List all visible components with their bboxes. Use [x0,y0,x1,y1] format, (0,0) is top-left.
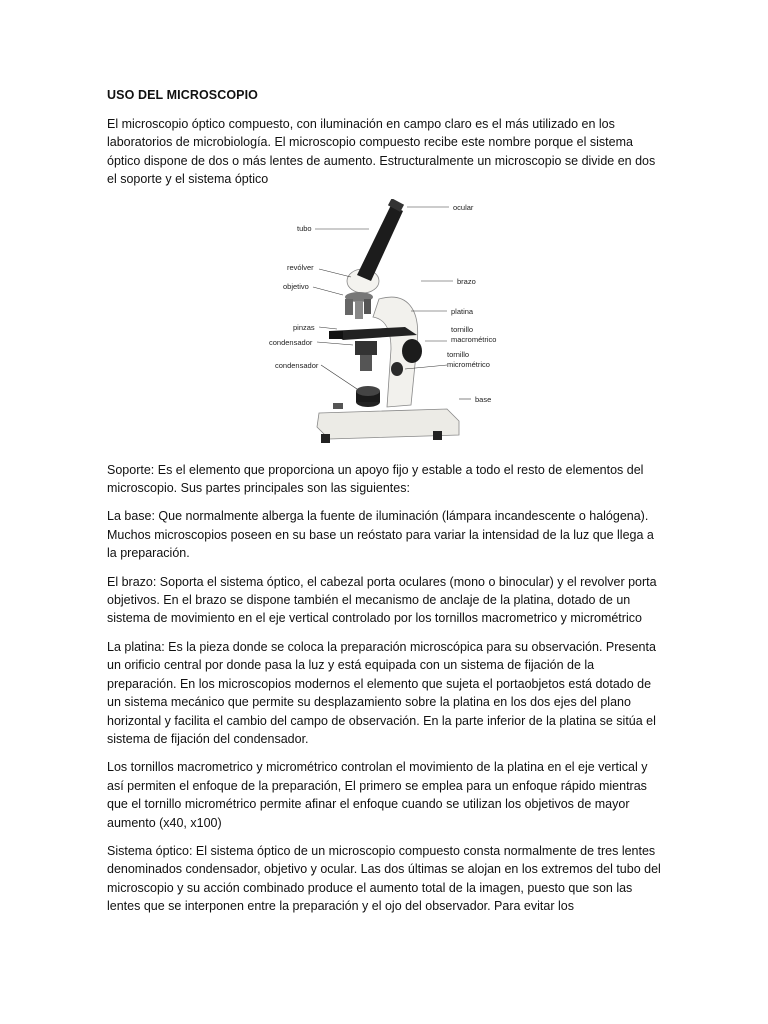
microscope-figure [107,199,663,449]
intro-paragraph: El microscopio óptico compuesto, con iluminación en campo claro es el más utilizado en los laboratorios de microbiología. El microscopio compuesto recibe este nombre porque el sistema óptico dispone de dos o más lentes de aumento. Estructuralmente un microscopio se divide en dos el soporte y el sistema óptico [107,117,656,187]
condenser-stem [360,355,372,371]
label-ocular: ocular [453,202,474,212]
label-base: base [475,394,492,404]
base-foot-right [433,431,442,440]
label-tubo: tubo [297,223,312,233]
paragraph-base: La base: Que normalmente alberga la fuente de iluminación (lámpara incandescente o halógena). Muchos microscopios poseen en su base un reóstato para variar la intensidad de la luz que llega a la preparación. [107,509,654,561]
label-brazo: brazo [457,276,476,286]
label-tornillo-macro-1: tornillo [451,324,474,334]
micro-knob [391,362,403,376]
stage-edge [329,331,343,339]
label-tornillo-macro-2: macrométrico [451,334,497,344]
condenser [355,341,377,355]
objective-2 [355,301,363,319]
macro-knob [402,339,422,363]
label-tornillo-micro-1: tornillo [447,349,470,359]
label-revolver: revólver [287,262,314,272]
document-page [107,88,663,926]
base-foot-left [321,434,330,443]
paragraph-brazo: El brazo: Soporta el sistema óptico, el cabezal porta oculares (mono o binocular) y el revolver porta objetivos. En el brazo se dispone también el mecanismo de anclaje de la platina, dotado de un sistema de movimiento en el eje vertical controlado por los tornillos macrometrico y micrométrico [107,574,657,626]
microscope-tube [357,205,403,281]
label-pinzas: pinzas [293,322,315,332]
label-objetivo: objetivo [283,281,309,291]
lamp-knob-cap [356,386,380,396]
label-tornillo-micro-2: micrométrico [447,359,490,369]
objective-1 [345,299,353,315]
paragraph-soporte: Soporte: Es el elemento que proporciona un apoyo fijo y estable a todo el resto de elementos del microscopio. Sus partes principales son las siguientes: [107,462,644,496]
paragraph-sistema-optico: Sistema óptico: El sistema óptico de un microscopio compuesto consta normalmente de tres lentes denominados condensador, objetivo y ocular. Las dos últimas se alojan en los extremos del tubo del microscopio y su acción combinado produce el aumento total de la imagen, puesto que son las lentes que se interponen entre la preparación y el ojo del observador. Para evitar los [107,843,661,914]
base-switch [333,403,343,409]
label-platina: platina [451,306,474,316]
microscope-illustration [107,199,663,449]
label-condensador-1: condensador [269,337,313,347]
document-title: USO DEL MICROSCOPIO [107,88,258,102]
objective-3 [364,299,371,314]
paragraph-platina: La platina: Es la pieza donde se coloca la preparación microscópica para su observación. Presenta un orificio central por donde pasa la luz y está equipada con un sistema de fijación de la preparación. En los microscopios modernos el elemento que sujeta el portaobjetos está dotado de un sistema mecánico que permite su desplazamiento sobre la platina en los dos ejes del plano horizontal y facilita el cambio del campo de observación. En la parte inferior de la platina se sitúa el sistema de fijación del condensador. [107,639,656,746]
label-condensador-2: condensador [275,360,319,370]
paragraph-tornillos: Los tornillos macrometrico y micrométrico controlan el movimiento de la platina en el eje vertical y así permiten el enfoque de la preparación, El primero se emplea para un enfoque rápido mientras que el tornillo micrométrico permite afinar el enfoque cuando se utilizan los objetivos de mayor aumento (x40, x100) [107,760,648,830]
